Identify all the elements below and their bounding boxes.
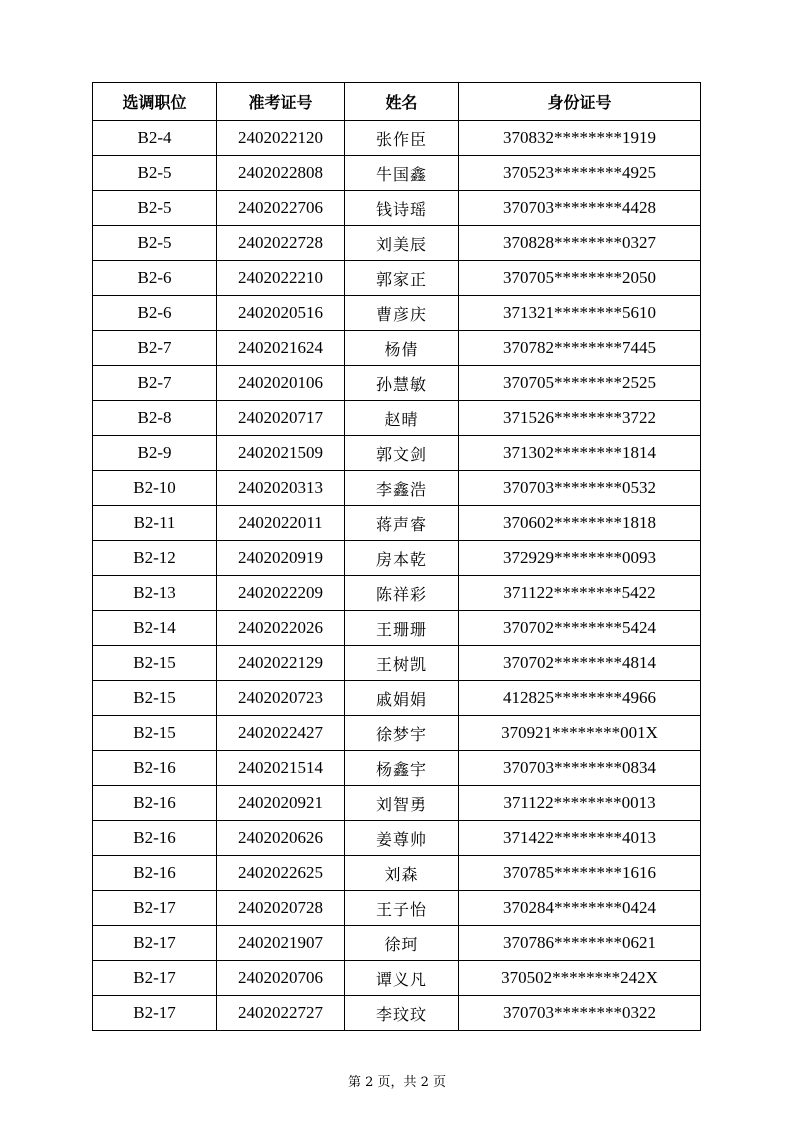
table-row xyxy=(93,891,701,926)
cell-name: 刘智勇 xyxy=(345,786,459,821)
cell-exam-number: 2402022727 xyxy=(217,996,345,1031)
cell-position: B2-14 xyxy=(93,611,217,646)
cell-position: B2-16 xyxy=(93,786,217,821)
cell-position: B2-8 xyxy=(93,401,217,436)
cell-exam-number: 2402020717 xyxy=(217,401,345,436)
cell-id-number: 370523********4925 xyxy=(459,156,701,191)
cell-id-number: 371302********1814 xyxy=(459,436,701,471)
cell-name: 徐梦宇 xyxy=(345,716,459,751)
table-row xyxy=(93,751,701,786)
table-row xyxy=(93,576,701,611)
cell-id-number: 370921********001X xyxy=(459,716,701,751)
cell-id-number: 370786********0621 xyxy=(459,926,701,961)
cell-exam-number: 2402022808 xyxy=(217,156,345,191)
cell-name: 蒋声睿 xyxy=(345,506,459,541)
cell-name: 杨鑫宇 xyxy=(345,751,459,786)
cell-position: B2-16 xyxy=(93,821,217,856)
table-row xyxy=(93,401,701,436)
cell-name: 李鑫浩 xyxy=(345,471,459,506)
cell-name: 刘森 xyxy=(345,856,459,891)
cell-name: 谭义凡 xyxy=(345,961,459,996)
cell-position: B2-4 xyxy=(93,121,217,156)
table-row xyxy=(93,611,701,646)
table-row xyxy=(93,786,701,821)
cell-name: 赵晴 xyxy=(345,401,459,436)
cell-position: B2-7 xyxy=(93,331,217,366)
cell-name: 房本乾 xyxy=(345,541,459,576)
cell-name: 郭文剑 xyxy=(345,436,459,471)
table-row xyxy=(93,681,701,716)
table-row xyxy=(93,716,701,751)
cell-position: B2-15 xyxy=(93,681,217,716)
cell-id-number: 370782********7445 xyxy=(459,331,701,366)
cell-exam-number: 2402020626 xyxy=(217,821,345,856)
cell-name: 牛国鑫 xyxy=(345,156,459,191)
cell-id-number: 372929********0093 xyxy=(459,541,701,576)
roster-table xyxy=(92,82,701,1031)
cell-name: 王珊珊 xyxy=(345,611,459,646)
header-id-number: 身份证号 xyxy=(459,83,701,121)
cell-exam-number: 2402022427 xyxy=(217,716,345,751)
table-row xyxy=(93,646,701,681)
cell-id-number: 370502********242X xyxy=(459,961,701,996)
cell-position: B2-10 xyxy=(93,471,217,506)
cell-id-number: 370703********0834 xyxy=(459,751,701,786)
table-row xyxy=(93,436,701,471)
cell-id-number: 370705********2525 xyxy=(459,366,701,401)
table-row xyxy=(93,226,701,261)
cell-position: B2-15 xyxy=(93,716,217,751)
cell-id-number: 371122********5422 xyxy=(459,576,701,611)
cell-exam-number: 2402021624 xyxy=(217,331,345,366)
table-row xyxy=(93,156,701,191)
cell-position: B2-7 xyxy=(93,366,217,401)
cell-name: 戚娟娟 xyxy=(345,681,459,716)
cell-position: B2-17 xyxy=(93,926,217,961)
cell-position: B2-5 xyxy=(93,226,217,261)
cell-exam-number: 2402022706 xyxy=(217,191,345,226)
table-row xyxy=(93,541,701,576)
cell-id-number: 370284********0424 xyxy=(459,891,701,926)
cell-position: B2-16 xyxy=(93,856,217,891)
cell-id-number: 412825********4966 xyxy=(459,681,701,716)
table-row xyxy=(93,331,701,366)
cell-exam-number: 2402020919 xyxy=(217,541,345,576)
cell-id-number: 370702********4814 xyxy=(459,646,701,681)
table-row xyxy=(93,121,701,156)
table-row xyxy=(93,996,701,1031)
cell-id-number: 371422********4013 xyxy=(459,821,701,856)
cell-id-number: 370828********0327 xyxy=(459,226,701,261)
cell-exam-number: 2402021907 xyxy=(217,926,345,961)
cell-id-number: 370785********1616 xyxy=(459,856,701,891)
cell-id-number: 370705********2050 xyxy=(459,261,701,296)
cell-id-number: 370703********0322 xyxy=(459,996,701,1031)
cell-name: 钱诗瑶 xyxy=(345,191,459,226)
header-position: 选调职位 xyxy=(93,83,217,121)
cell-name: 孙慧敏 xyxy=(345,366,459,401)
table-row xyxy=(93,506,701,541)
cell-name: 曹彦庆 xyxy=(345,296,459,331)
cell-position: B2-6 xyxy=(93,261,217,296)
cell-exam-number: 2402022209 xyxy=(217,576,345,611)
cell-position: B2-6 xyxy=(93,296,217,331)
cell-exam-number: 2402020706 xyxy=(217,961,345,996)
cell-exam-number: 2402020516 xyxy=(217,296,345,331)
cell-name: 徐珂 xyxy=(345,926,459,961)
cell-exam-number: 2402020728 xyxy=(217,891,345,926)
cell-exam-number: 2402020106 xyxy=(217,366,345,401)
header-row xyxy=(93,83,701,121)
cell-exam-number: 2402022129 xyxy=(217,646,345,681)
cell-exam-number: 2402021509 xyxy=(217,436,345,471)
header-name: 姓名 xyxy=(345,83,459,121)
cell-exam-number: 2402020723 xyxy=(217,681,345,716)
cell-exam-number: 2402022026 xyxy=(217,611,345,646)
table-row xyxy=(93,261,701,296)
cell-name: 刘美辰 xyxy=(345,226,459,261)
cell-position: B2-13 xyxy=(93,576,217,611)
table-header xyxy=(93,83,701,121)
cell-name: 陈祥彩 xyxy=(345,576,459,611)
cell-name: 郭家正 xyxy=(345,261,459,296)
table-row xyxy=(93,296,701,331)
cell-position: B2-17 xyxy=(93,891,217,926)
cell-position: B2-5 xyxy=(93,156,217,191)
table-body xyxy=(93,121,701,1031)
cell-exam-number: 2402022728 xyxy=(217,226,345,261)
cell-exam-number: 2402020921 xyxy=(217,786,345,821)
page-number: 第 2 页，共 2 页 xyxy=(347,1075,447,1090)
table-row xyxy=(93,961,701,996)
cell-position: B2-12 xyxy=(93,541,217,576)
cell-exam-number: 2402022210 xyxy=(217,261,345,296)
cell-position: B2-16 xyxy=(93,751,217,786)
cell-position: B2-9 xyxy=(93,436,217,471)
table-row xyxy=(93,821,701,856)
cell-name: 王子怡 xyxy=(345,891,459,926)
cell-name: 李玟玟 xyxy=(345,996,459,1031)
cell-id-number: 370832********1919 xyxy=(459,121,701,156)
cell-position: B2-17 xyxy=(93,961,217,996)
cell-position: B2-5 xyxy=(93,191,217,226)
table-row xyxy=(93,926,701,961)
table-row xyxy=(93,366,701,401)
cell-exam-number: 2402022120 xyxy=(217,121,345,156)
cell-name: 张作臣 xyxy=(345,121,459,156)
cell-exam-number: 2402021514 xyxy=(217,751,345,786)
cell-position: B2-11 xyxy=(93,506,217,541)
cell-id-number: 370702********5424 xyxy=(459,611,701,646)
cell-name: 王树凯 xyxy=(345,646,459,681)
cell-exam-number: 2402022011 xyxy=(217,506,345,541)
cell-name: 姜尊帅 xyxy=(345,821,459,856)
cell-id-number: 370703********0532 xyxy=(459,471,701,506)
cell-exam-number: 2402022625 xyxy=(217,856,345,891)
cell-id-number: 371122********0013 xyxy=(459,786,701,821)
cell-name: 杨倩 xyxy=(345,331,459,366)
header-exam-number: 准考证号 xyxy=(217,83,345,121)
table-row xyxy=(93,471,701,506)
cell-exam-number: 2402020313 xyxy=(217,471,345,506)
cell-position: B2-15 xyxy=(93,646,217,681)
table-row xyxy=(93,856,701,891)
cell-position: B2-17 xyxy=(93,996,217,1031)
cell-id-number: 370703********4428 xyxy=(459,191,701,226)
cell-id-number: 370602********1818 xyxy=(459,506,701,541)
cell-id-number: 371321********5610 xyxy=(459,296,701,331)
table-row xyxy=(93,191,701,226)
cell-id-number: 371526********3722 xyxy=(459,401,701,436)
